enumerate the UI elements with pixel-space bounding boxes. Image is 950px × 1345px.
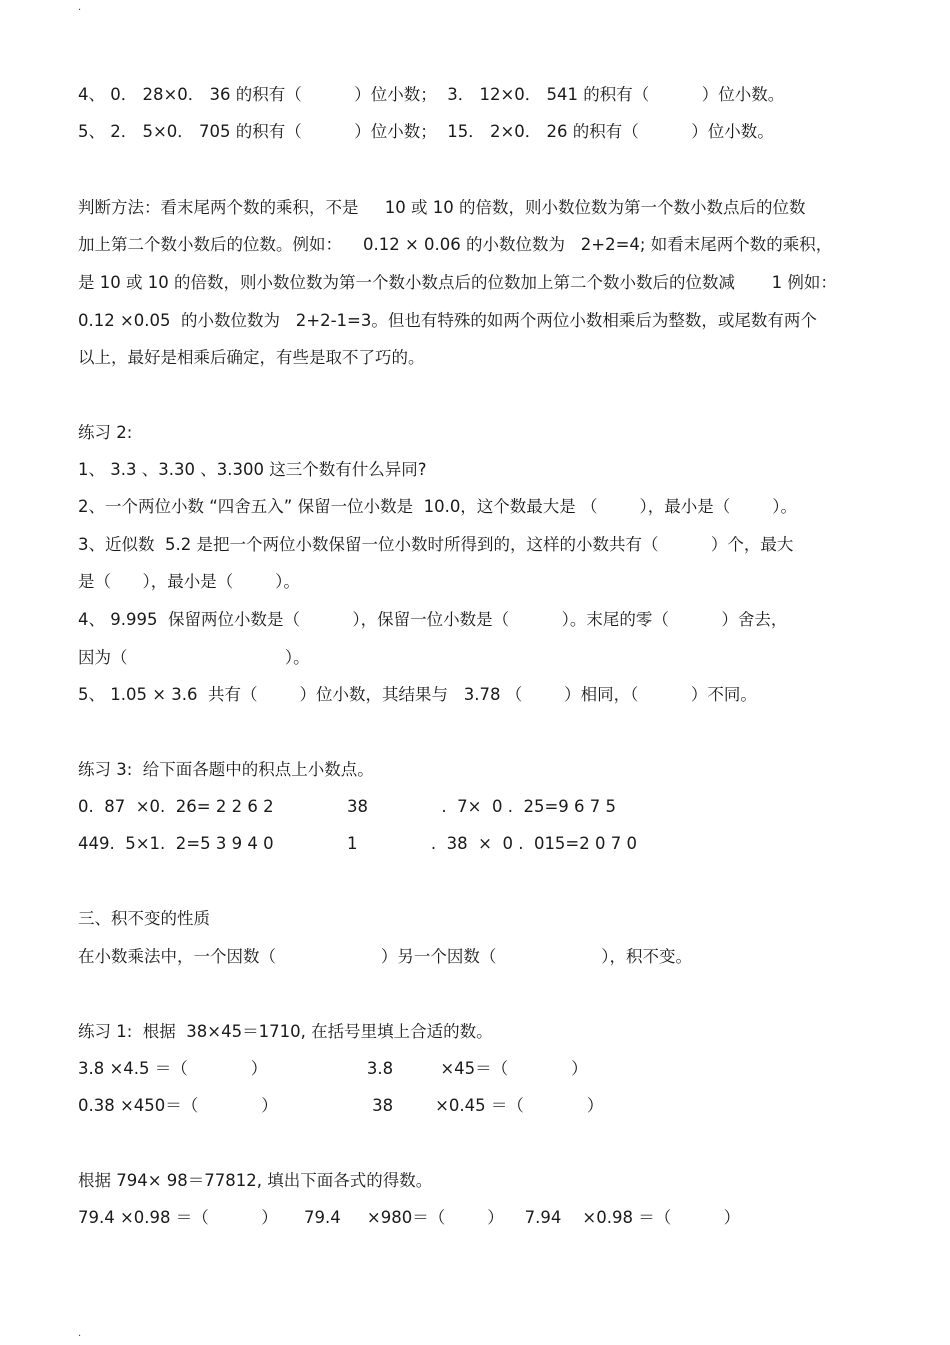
practice-2-question-5: 5、 1.05 × 3.6 共有（ ）位小数，其结果与 3.78 （ ）相同，（ ）不同。 — [78, 685, 757, 704]
practice-3-row-2: 449. 5×1. 2=5 3 9 4 0 1 . 38 × 0 . 015=2 0 7 0 — [78, 834, 637, 853]
practice-2-question-4a: 4、 9.995 保留两位小数是（ ），保留一位小数是（ ）。末尾的零（ ）舍去， — [78, 610, 788, 629]
method-line-5: 以上，最好是相乘后确定，有些是取不了巧的。 — [78, 348, 425, 367]
practice-2-question-3b: 是（ ），最小是（ ）。 — [78, 572, 300, 591]
practice-2-question-4b: 因为（ ）。 — [78, 648, 310, 667]
practice-3-heading: 练习 3: 给下面各题中的积点上小数点。 — [78, 760, 374, 779]
method-line-1: 判断方法：看末尾两个数的乘积，不是 10 或 10 的倍数，则小数位数为第一个数小数点后的位数 — [78, 198, 806, 217]
method-line-3: 是 10 或 10 的倍数，则小数位数为第一个数小数点后的位数加上第二个数小数后的位数减 1 例如： — [78, 273, 837, 292]
exercise-line-5: 5、 2． 5×0． 705 的积有（ ）位小数； 15． 2×0． 26 的积有（ ）位小数。 — [78, 122, 774, 141]
section-3-rule: 在小数乘法中，一个因数（ ）另一个因数（ ），积不变。 — [78, 947, 693, 966]
practice-1-row-1: 3.8 ×4.5 ＝（ ） 3.8 ×45＝（ ） — [78, 1059, 588, 1078]
method-line-2: 加上第二个数小数后的位数。例如： 0.12 × 0.06 的小数位数为 2+2=4; 如看末尾两个数的乘积， — [78, 235, 833, 254]
practice-2-question-3a: 3、近似数 5.2 是把一个两位小数保留一位小数时所得到的，这样的小数共有（ ）个，最大 — [78, 535, 794, 554]
section-3-heading: 三、积不变的性质 — [78, 909, 210, 928]
top-mark: . — [78, 2, 82, 13]
practice-2-question-1: 1、 3.3 、3.30 、3.300 这三个数有什么异同? — [78, 460, 427, 479]
practice-2-question-2: 2、一个两位小数 “四舍五入” 保留一位小数是 10.0，这个数最大是 （ ），最小是（ ）。 — [78, 497, 797, 516]
practice-2-heading: 练习 2: — [78, 423, 133, 442]
method-line-4: 0.12 ×0.05 的小数位数为 2+2-1=3。但也有特殊的如两个两位小数相乘后为整数，或尾数有两个 — [78, 311, 817, 330]
practice-794-heading: 根据 794× 98＝77812, 填出下面各式的得数。 — [78, 1171, 433, 1190]
practice-794-row: 79.4 ×0.98 ＝（ ） 79.4 ×980＝（ ） 7.94 ×0.98 ＝（ ） — [78, 1208, 741, 1227]
practice-1-heading: 练习 1: 根据 38×45＝1710, 在括号里填上合适的数。 — [78, 1022, 493, 1041]
practice-1-row-2: 0.38 ×450＝（ ） 38 ×0.45 ＝（ ） — [78, 1096, 604, 1115]
practice-3-row-1: 0. 87 ×0. 26= 2 2 6 2 38 . 7× 0 . 25=9 6 7 5 — [78, 797, 616, 816]
exercise-line-4: 4、 0． 28×0． 36 的积有（ ）位小数； 3． 12×0． 541 的积有（ ）位小数。 — [78, 85, 785, 104]
bottom-mark: . — [78, 1328, 82, 1339]
